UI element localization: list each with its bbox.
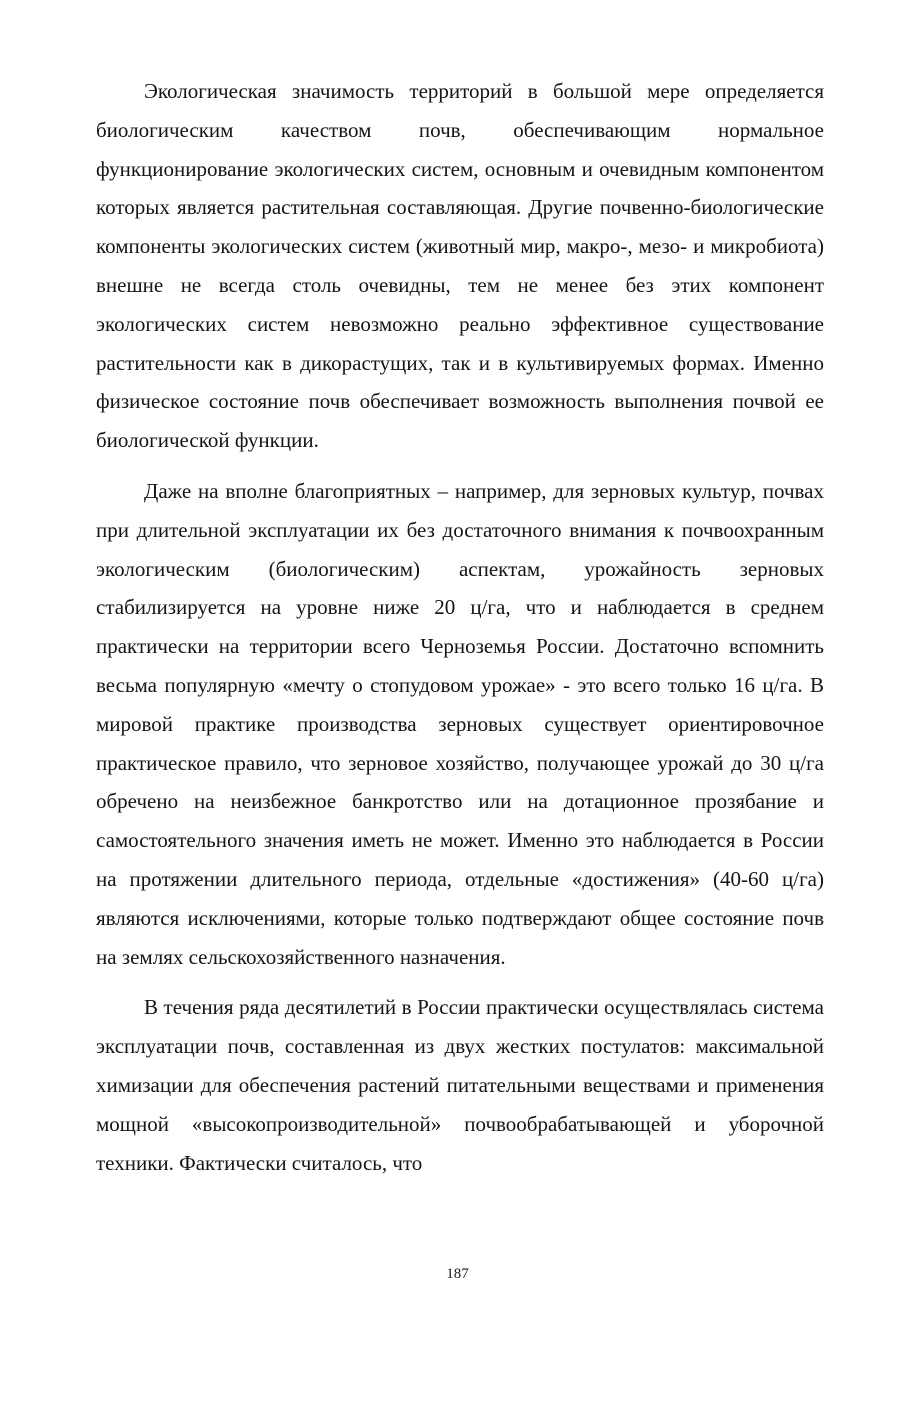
paragraph-1: Экологическая значимость территорий в большой мере определяется биологическим качеством почв, обеспечивающим нормальное функционирование экологических систем, основным и очевидным компонентом которых является растительная составляющая. Другие почвенно-биологические компоненты экологических систем (животный мир, макро-, мезо- и микробиота) внешне не всегда столь очевидны, тем не менее без этих компонент экологических систем невозможно реально эффективное существование растительности как в дикорастущих, так и в культивируемых формах. Именно физическое состояние почв обеспечивает возможность выполнения почвой ее биологической функции. — [96, 79, 824, 453]
paragraph-3: В течения ряда десятилетий в России практически осуществлялась система эксплуатации почв, составленная из двух жестких постулатов: максимальной химизации для обеспечения растений питательными веществами и применения мощной «высокопроизводительной» почвообрабатывающей и уборочной техники. Фактически считалось, что — [96, 995, 824, 1175]
page-number: 187 — [446, 1266, 469, 1282]
body-text — [96, 72, 824, 1182]
paragraph-2: Даже на вполне благоприятных – например, для зерновых культур, почвах при длительной эксплуатации их без достаточного внимания к почвоохранным экологическим (биологическим) аспектам, урожайность зерновых стабилизируется на уровне ниже 20 ц/га, что и наблюдается в среднем практически на территории всего Черноземья России. Достаточно вспомнить весьма популярную «мечту о стопудовом урожае» - это всего только 16 ц/га. В мировой практике производства зерновых существует ориентировочное практическое правило, что зерновое хозяйство, получающее урожай до 30 ц/га обречено на неизбежное банкротство или на дотационное прозябание и самостоятельного значения иметь не может. Именно это наблюдается в России на протяжении длительного периода, отдельные «достижения» (40-60 ц/га) являются исключениями, которые только подтверждают общее состояние почв на землях сельскохозяйственного назначения. — [96, 478, 824, 969]
